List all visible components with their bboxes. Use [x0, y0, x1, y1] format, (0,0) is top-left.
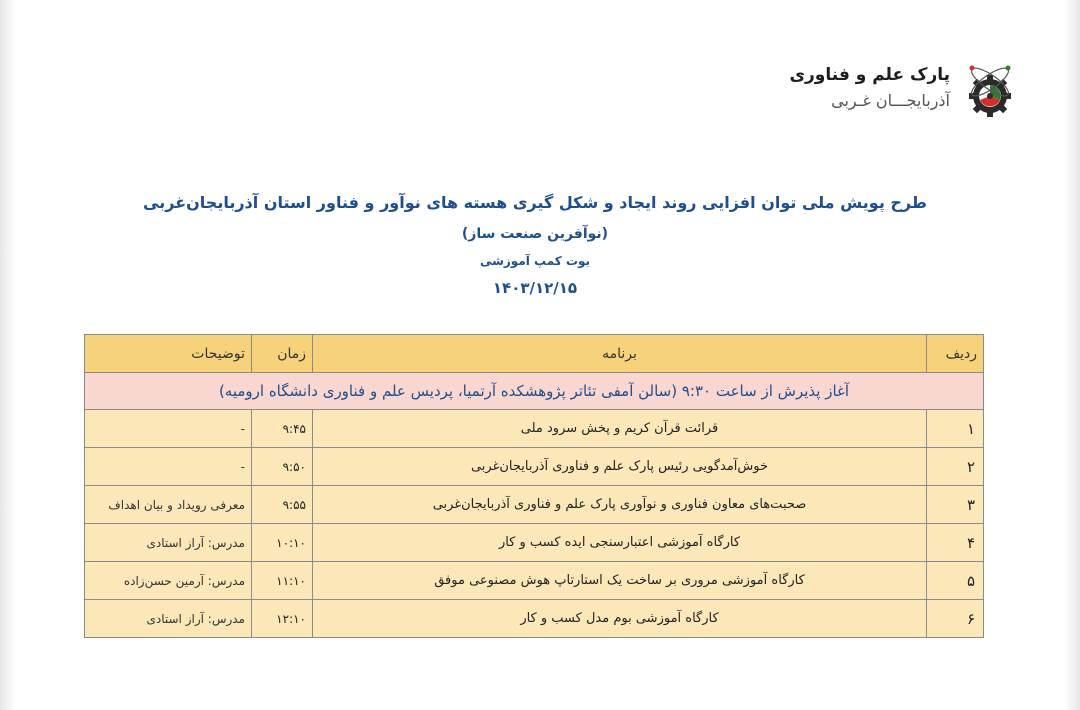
schedule-table — [84, 334, 984, 638]
page-edge-right — [1064, 0, 1080, 710]
row-program: صحبت‌های معاون فناوری و نوآوری پارک علم و فناوری آذربایجان‌غربی — [313, 486, 927, 524]
table-row — [85, 562, 984, 600]
row-program: خوش‌آمدگویی رئیس پارک علم و فناوری آذربایجان‌غربی — [313, 448, 927, 486]
header-program: برنامه — [313, 335, 927, 373]
logo-title: پارک علم و فناوری — [789, 65, 950, 85]
table-row — [85, 600, 984, 638]
header-row-number: ردیف — [927, 335, 984, 373]
header-time: زمان — [252, 335, 313, 373]
row-number: ۲ — [927, 448, 984, 486]
row-number: ۵ — [927, 562, 984, 600]
table-row — [85, 410, 984, 448]
row-notes: مدرس: آرمین حسن‌زاده — [85, 562, 252, 600]
page-title: طرح پویش ملی توان افزایی روند ایجاد و شکل گیری هسته های نوآور و فناور استان آذربایجان‌غربی — [143, 193, 927, 212]
row-program: قرائت قرآن کریم و پخش سرود ملی — [313, 410, 927, 448]
row-notes: مدرس: آراز استادی — [85, 600, 252, 638]
row-number: ۳ — [927, 486, 984, 524]
atom-gear-logo-icon — [958, 52, 1022, 124]
header-notes: توضیحات — [85, 335, 252, 373]
logo-text — [789, 62, 950, 114]
park-logo — [789, 52, 1022, 124]
table-row — [85, 486, 984, 524]
row-notes: معرفی رویداد و بیان اهداف — [85, 486, 252, 524]
row-time: ۹:۵۰ — [252, 448, 313, 486]
document-heading — [120, 186, 950, 302]
row-program: کارگاه آموزشی مروری بر ساخت یک استارتاپ هوش مصنوعی موفق — [313, 562, 927, 600]
reception-banner: آغاز پذیرش از ساعت ۹:۳۰ (سالن آمفی تئاتر پژوهشکده آرتمیا، پردیس علم و فناوری دانشگاه ارومیه) — [85, 373, 984, 410]
logo-subtitle: آذربایجـــان غـربی — [831, 91, 950, 110]
page-subtitle: (نوآفرین صنعت ساز) — [461, 226, 609, 242]
row-number: ۱ — [927, 410, 984, 448]
row-program: کارگاه آموزشی اعتبارسنجی ایده کسب و کار — [313, 524, 927, 562]
row-program: کارگاه آموزشی بوم مدل کسب و کار — [313, 600, 927, 638]
row-number: ۴ — [927, 524, 984, 562]
row-time: ۱۲:۱۰ — [252, 600, 313, 638]
table-row — [85, 524, 984, 562]
event-type: بوت کمپ آموزشی — [479, 254, 591, 268]
row-time: ۱۰:۱۰ — [252, 524, 313, 562]
table-header-row — [85, 335, 984, 373]
page-edge-left — [0, 0, 16, 710]
row-number: ۶ — [927, 600, 984, 638]
row-notes: - — [85, 410, 252, 448]
event-date: ۱۴۰۳/۱۲/۱۵ — [492, 279, 578, 297]
reception-banner-row — [85, 373, 984, 410]
table-row — [85, 448, 984, 486]
row-notes: مدرس: آراز استادی — [85, 524, 252, 562]
row-time: ۹:۴۵ — [252, 410, 313, 448]
row-notes: - — [85, 448, 252, 486]
row-time: ۱۱:۱۰ — [252, 562, 313, 600]
row-time: ۹:۵۵ — [252, 486, 313, 524]
